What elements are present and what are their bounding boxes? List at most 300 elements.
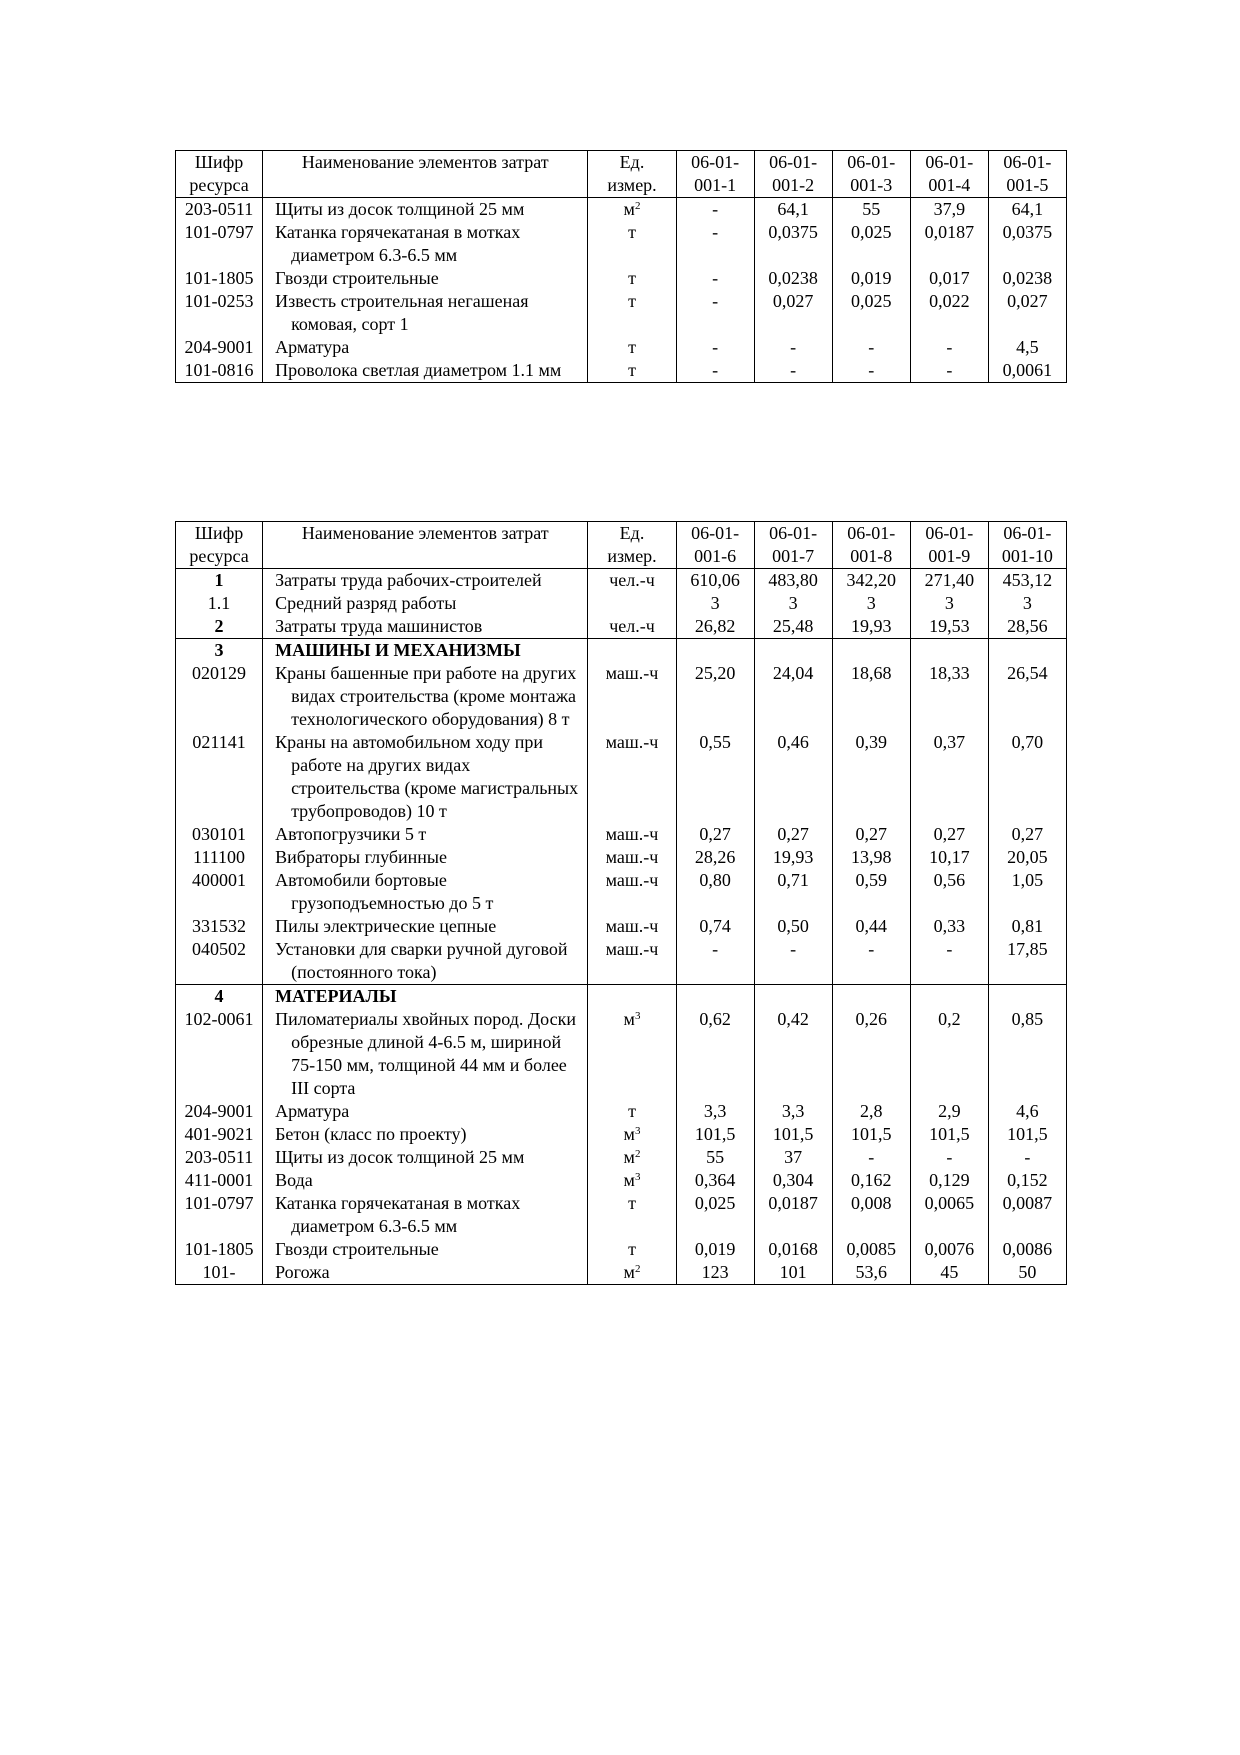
unit-text: чел.-ч — [609, 616, 655, 636]
table-row — [176, 1169, 1067, 1192]
resource-code: 4 — [176, 985, 263, 1009]
norm-value: 0,27 — [676, 823, 754, 846]
resource-code: 101-0816 — [176, 359, 263, 383]
norm-value: 0,008 — [832, 1192, 910, 1238]
cost-element-name-text: Вода — [275, 1170, 313, 1190]
cost-element-name-text: Пиломатериалы хвойных пород. Доски обрезные длиной 4-6.5 м, шириной 75-150 мм, толщиной 44 мм и более III сорта — [275, 1009, 576, 1098]
unit-text: м — [623, 199, 635, 219]
resource-code: 101-0797 — [176, 1192, 263, 1238]
norm-value: 101 — [754, 1261, 832, 1285]
norm-value: 3 — [754, 592, 832, 615]
table-row — [176, 1123, 1067, 1146]
norm-value: 10,17 — [910, 846, 988, 869]
unit-of-measure — [588, 846, 676, 869]
norm-value: 1,05 — [988, 869, 1066, 915]
norm-value: 55 — [676, 1146, 754, 1169]
norm-value: - — [832, 1146, 910, 1169]
norm-value: 0,46 — [754, 731, 832, 823]
norm-value — [832, 985, 910, 1009]
resource-code: 101-0253 — [176, 290, 263, 336]
cost-element-name — [263, 1123, 588, 1146]
norm-value: 3 — [988, 592, 1066, 615]
norm-value: 4,6 — [988, 1100, 1066, 1123]
unit-text: т — [628, 222, 636, 242]
cost-element-name — [263, 198, 588, 222]
resource-code: 021141 — [176, 731, 263, 823]
cost-element-name — [263, 336, 588, 359]
norm-value: 0,0168 — [754, 1238, 832, 1261]
cost-element-name — [263, 1238, 588, 1261]
table-row — [176, 915, 1067, 938]
table-row — [176, 1146, 1067, 1169]
cost-element-name — [263, 615, 588, 639]
header-row — [176, 522, 1067, 569]
unit-of-measure — [588, 1169, 676, 1192]
cost-element-name — [263, 1192, 588, 1238]
resource-code: 020129 — [176, 662, 263, 731]
unit-exponent: 2 — [634, 1263, 641, 1275]
table-row — [176, 1100, 1067, 1123]
norm-value — [754, 639, 832, 663]
norm-value: 0,025 — [832, 290, 910, 336]
cost-element-name — [263, 915, 588, 938]
resource-code: 111100 — [176, 846, 263, 869]
cost-element-name — [263, 569, 588, 593]
norm-value: 483,80 — [754, 569, 832, 593]
norm-value — [832, 639, 910, 663]
norm-value: 0,80 — [676, 869, 754, 915]
column-header: Шифр ресурса — [176, 522, 263, 569]
norm-value: - — [910, 938, 988, 985]
norm-value: - — [910, 336, 988, 359]
norm-value: 3,3 — [754, 1100, 832, 1123]
table-row — [176, 869, 1067, 915]
unit-text: м — [623, 1170, 635, 1190]
unit-of-measure — [588, 1238, 676, 1261]
norm-value: - — [676, 221, 754, 267]
norm-value: 18,33 — [910, 662, 988, 731]
table-row — [176, 938, 1067, 985]
resource-code: 203-0511 — [176, 1146, 263, 1169]
cost-element-name — [263, 359, 588, 383]
table-row — [176, 267, 1067, 290]
cost-element-name — [263, 221, 588, 267]
cost-element-name — [263, 731, 588, 823]
resource-code: 400001 — [176, 869, 263, 915]
norm-value: 0,56 — [910, 869, 988, 915]
cost-element-name — [263, 846, 588, 869]
norm-value: 26,82 — [676, 615, 754, 639]
unit-of-measure — [588, 1261, 676, 1285]
norm-value: 0,62 — [676, 1008, 754, 1100]
unit-text: т — [628, 268, 636, 288]
unit-text: т — [628, 337, 636, 357]
resource-code: 203-0511 — [176, 198, 263, 222]
table-row — [176, 198, 1067, 222]
norm-value: - — [910, 1146, 988, 1169]
resource-code: 331532 — [176, 915, 263, 938]
resource-code: 101-1805 — [176, 1238, 263, 1261]
resource-code: 101- — [176, 1261, 263, 1285]
norm-value: 0,27 — [910, 823, 988, 846]
unit-text: м — [623, 1124, 635, 1144]
cost-element-name — [263, 1261, 588, 1285]
table-row — [176, 1261, 1067, 1285]
unit-of-measure — [588, 938, 676, 985]
unit-of-measure — [588, 823, 676, 846]
resource-table-2 — [175, 521, 1067, 1285]
norm-value: 28,26 — [676, 846, 754, 869]
unit-text: м — [623, 1009, 635, 1029]
cost-element-name-text: Автомобили бортовые грузоподъемностью до 5 т — [275, 870, 494, 913]
norm-value: 0,0076 — [910, 1238, 988, 1261]
cost-element-name-text: Катанка горячекатаная в мотках диаметром 6.3-6.5 мм — [275, 1193, 521, 1236]
table-row — [176, 731, 1067, 823]
norm-value: 0,2 — [910, 1008, 988, 1100]
norm-value: - — [910, 359, 988, 383]
norm-value: - — [832, 359, 910, 383]
unit-of-measure — [588, 198, 676, 222]
column-header: 06-01-001-9 — [910, 522, 988, 569]
norm-value: 101,5 — [676, 1123, 754, 1146]
unit-of-measure — [588, 336, 676, 359]
column-header: 06-01-001-5 — [988, 151, 1066, 198]
table-row — [176, 1192, 1067, 1238]
norm-value: 37 — [754, 1146, 832, 1169]
norm-value: 0,0187 — [910, 221, 988, 267]
resource-code: 411-0001 — [176, 1169, 263, 1192]
table-row — [176, 662, 1067, 731]
resource-code: 101-1805 — [176, 267, 263, 290]
norm-value: 0,85 — [988, 1008, 1066, 1100]
unit-exponent: 3 — [634, 1010, 641, 1022]
cost-element-name — [263, 869, 588, 915]
table-row — [176, 221, 1067, 267]
unit-of-measure — [588, 592, 676, 615]
norm-value: 25,48 — [754, 615, 832, 639]
norm-value — [988, 639, 1066, 663]
norm-value: 45 — [910, 1261, 988, 1285]
unit-exponent: 2 — [634, 200, 641, 212]
table-row — [176, 985, 1067, 1009]
unit-text: маш.-ч — [605, 847, 659, 867]
unit-text: т — [628, 360, 636, 380]
norm-value: 0,027 — [754, 290, 832, 336]
unit-of-measure — [588, 985, 676, 1009]
unit-of-measure — [588, 569, 676, 593]
norm-value: - — [676, 290, 754, 336]
table-row — [176, 615, 1067, 639]
unit-exponent: 3 — [634, 1125, 641, 1137]
norm-value: 4,5 — [988, 336, 1066, 359]
norm-value: 28,56 — [988, 615, 1066, 639]
unit-of-measure — [588, 1100, 676, 1123]
unit-exponent: 2 — [634, 1148, 641, 1160]
norm-value: 64,1 — [988, 198, 1066, 222]
unit-text: т — [628, 1239, 636, 1259]
column-header: Наименование элементов затрат — [263, 522, 588, 569]
cost-element-name-text: Средний разряд работы — [275, 593, 457, 613]
unit-text: маш.-ч — [605, 916, 659, 936]
norm-value: 53,6 — [832, 1261, 910, 1285]
unit-of-measure — [588, 1192, 676, 1238]
norm-value: 0,0238 — [754, 267, 832, 290]
table-row — [176, 592, 1067, 615]
table-row — [176, 569, 1067, 593]
norm-value: - — [832, 938, 910, 985]
norm-value: - — [754, 938, 832, 985]
norm-value: 0,0375 — [754, 221, 832, 267]
norm-value: 3 — [832, 592, 910, 615]
unit-text: маш.-ч — [605, 732, 659, 752]
column-header: 06-01-001-2 — [754, 151, 832, 198]
norm-value: 0,71 — [754, 869, 832, 915]
norm-value: 0,37 — [910, 731, 988, 823]
norm-value: 50 — [988, 1261, 1066, 1285]
cost-element-name — [263, 662, 588, 731]
norm-value: 0,027 — [988, 290, 1066, 336]
cost-element-name-text: Проволока светлая диаметром 1.1 мм — [275, 360, 562, 380]
norm-value: 24,04 — [754, 662, 832, 731]
cost-element-name-text: Щиты из досок толщиной 25 мм — [275, 1147, 525, 1167]
norm-value: - — [676, 359, 754, 383]
unit-of-measure — [588, 359, 676, 383]
norm-value: 0,304 — [754, 1169, 832, 1192]
resource-code: 040502 — [176, 938, 263, 985]
norm-value: 0,017 — [910, 267, 988, 290]
norm-value: 0,74 — [676, 915, 754, 938]
cost-element-name-text: МАШИНЫ И МЕХАНИЗМЫ — [275, 640, 521, 660]
norm-value: - — [676, 267, 754, 290]
unit-text: т — [628, 1101, 636, 1121]
table-row — [176, 336, 1067, 359]
table-row — [176, 290, 1067, 336]
cost-element-name — [263, 985, 588, 1009]
unit-text: т — [628, 291, 636, 311]
norm-value: 0,0061 — [988, 359, 1066, 383]
norm-value — [910, 639, 988, 663]
cost-element-name-text: Краны на автомобильном ходу при работе на других видах строительства (кроме магистральных трубопроводов) 10 т — [275, 732, 579, 821]
table-row — [176, 846, 1067, 869]
norm-value: 0,81 — [988, 915, 1066, 938]
resource-code: 1.1 — [176, 592, 263, 615]
cost-element-name — [263, 1146, 588, 1169]
norm-value: 26,54 — [988, 662, 1066, 731]
norm-value: 0,0065 — [910, 1192, 988, 1238]
norm-value — [910, 985, 988, 1009]
norm-value: 0,364 — [676, 1169, 754, 1192]
cost-element-name-text: Рогожа — [275, 1262, 330, 1282]
norm-value: 64,1 — [754, 198, 832, 222]
cost-element-name — [263, 1169, 588, 1192]
norm-value: 0,27 — [754, 823, 832, 846]
unit-of-measure — [588, 639, 676, 663]
unit-text: маш.-ч — [605, 870, 659, 890]
unit-text: маш.-ч — [605, 663, 659, 683]
column-header: Шифр ресурса — [176, 151, 263, 198]
unit-of-measure — [588, 731, 676, 823]
cost-element-name-text: Пилы электрические цепные — [275, 916, 497, 936]
norm-value: - — [832, 336, 910, 359]
unit-text: чел.-ч — [609, 570, 655, 590]
norm-value: 0,129 — [910, 1169, 988, 1192]
norm-value: 101,5 — [832, 1123, 910, 1146]
unit-of-measure — [588, 267, 676, 290]
cost-element-name-text: МАТЕРИАЛЫ — [275, 986, 397, 1006]
norm-value: 123 — [676, 1261, 754, 1285]
unit-of-measure — [588, 290, 676, 336]
norm-value: 0,0187 — [754, 1192, 832, 1238]
cost-element-name-text: Затраты труда машинистов — [275, 616, 483, 636]
norm-value: 19,53 — [910, 615, 988, 639]
unit-of-measure — [588, 1123, 676, 1146]
norm-value: 0,26 — [832, 1008, 910, 1100]
cost-element-name-text: Арматура — [275, 1101, 350, 1121]
resource-code: 3 — [176, 639, 263, 663]
norm-value: 0,39 — [832, 731, 910, 823]
norm-value: - — [754, 359, 832, 383]
norm-value: - — [754, 336, 832, 359]
table-row — [176, 359, 1067, 383]
norm-value: 0,44 — [832, 915, 910, 938]
cost-element-name-text: Установки для сварки ручной дуговой (постоянного тока) — [275, 939, 568, 982]
cost-element-name — [263, 592, 588, 615]
table-row — [176, 823, 1067, 846]
resource-code: 204-9001 — [176, 1100, 263, 1123]
table-row — [176, 1238, 1067, 1261]
norm-value: 2,8 — [832, 1100, 910, 1123]
unit-of-measure — [588, 662, 676, 731]
norm-value: 0,50 — [754, 915, 832, 938]
column-header: 06-01-001-3 — [832, 151, 910, 198]
norm-value: - — [676, 336, 754, 359]
norm-value: 3,3 — [676, 1100, 754, 1123]
norm-value: 0,59 — [832, 869, 910, 915]
resource-code: 102-0061 — [176, 1008, 263, 1100]
cost-element-name-text: Гвозди строительные — [275, 268, 439, 288]
resource-table-1 — [175, 150, 1067, 383]
column-header: 06-01-001-7 — [754, 522, 832, 569]
unit-exponent: 3 — [634, 1171, 641, 1183]
norm-value: 18,68 — [832, 662, 910, 731]
cost-element-name-text: Арматура — [275, 337, 350, 357]
norm-value: - — [988, 1146, 1066, 1169]
resource-code: 204-9001 — [176, 336, 263, 359]
norm-value: 0,162 — [832, 1169, 910, 1192]
cost-element-name-text: Бетон (класс по проекту) — [275, 1124, 467, 1144]
cost-element-name — [263, 1100, 588, 1123]
norm-value: 0,0375 — [988, 221, 1066, 267]
norm-value: 0,152 — [988, 1169, 1066, 1192]
norm-value: 101,5 — [754, 1123, 832, 1146]
norm-value: 3 — [676, 592, 754, 615]
norm-value — [754, 985, 832, 1009]
norm-value: 19,93 — [832, 615, 910, 639]
unit-text: маш.-ч — [605, 939, 659, 959]
cost-element-name-text: Вибраторы глубинные — [275, 847, 447, 867]
norm-value: 0,42 — [754, 1008, 832, 1100]
norm-value: 0,0086 — [988, 1238, 1066, 1261]
norm-value: 271,40 — [910, 569, 988, 593]
cost-element-name — [263, 938, 588, 985]
norm-value: 453,12 — [988, 569, 1066, 593]
norm-value: 17,85 — [988, 938, 1066, 985]
unit-of-measure — [588, 915, 676, 938]
cost-element-name-text: Катанка горячекатаная в мотках диаметром 6.3-6.5 мм — [275, 222, 521, 265]
unit-text: т — [628, 1193, 636, 1213]
unit-of-measure — [588, 615, 676, 639]
cost-element-name-text: Гвозди строительные — [275, 1239, 439, 1259]
cost-element-name — [263, 823, 588, 846]
cost-element-name — [263, 290, 588, 336]
norm-value: 101,5 — [988, 1123, 1066, 1146]
cost-element-name — [263, 1008, 588, 1100]
norm-value: 3 — [910, 592, 988, 615]
column-header: 06-01-001-6 — [676, 522, 754, 569]
norm-value: 0,27 — [832, 823, 910, 846]
norm-value: 101,5 — [910, 1123, 988, 1146]
resource-code: 401-9021 — [176, 1123, 263, 1146]
table-row — [176, 1008, 1067, 1100]
table-row — [176, 639, 1067, 663]
column-header: 06-01-001-8 — [832, 522, 910, 569]
norm-value: - — [676, 938, 754, 985]
column-header: 06-01-001-10 — [988, 522, 1066, 569]
norm-value: 37,9 — [910, 198, 988, 222]
norm-value: 0,33 — [910, 915, 988, 938]
norm-value: 19,93 — [754, 846, 832, 869]
resource-code: 2 — [176, 615, 263, 639]
norm-value: 25,20 — [676, 662, 754, 731]
norm-value: 0,70 — [988, 731, 1066, 823]
norm-value: 0,0238 — [988, 267, 1066, 290]
column-header: Ед. измер. — [588, 522, 676, 569]
unit-of-measure — [588, 221, 676, 267]
norm-value: 13,98 — [832, 846, 910, 869]
cost-element-name-text: Щиты из досок толщиной 25 мм — [275, 199, 525, 219]
norm-value: 0,022 — [910, 290, 988, 336]
cost-element-name-text: Известь строительная негашеная комовая, сорт 1 — [275, 291, 529, 334]
unit-of-measure — [588, 1146, 676, 1169]
cost-element-name-text: Краны башенные при работе на других видах строительства (кроме монтажа технологического оборудования) 8 т — [275, 663, 577, 729]
header-row — [176, 151, 1067, 198]
unit-of-measure — [588, 1008, 676, 1100]
column-header: 06-01-001-4 — [910, 151, 988, 198]
resource-code: 101-0797 — [176, 221, 263, 267]
norm-value: 342,20 — [832, 569, 910, 593]
norm-value: 0,025 — [832, 221, 910, 267]
unit-text: м — [623, 1262, 635, 1282]
norm-value — [676, 985, 754, 1009]
cost-element-name — [263, 639, 588, 663]
norm-value: 20,05 — [988, 846, 1066, 869]
norm-value: 0,019 — [676, 1238, 754, 1261]
norm-value: 0,019 — [832, 267, 910, 290]
cost-element-name — [263, 267, 588, 290]
norm-value: 0,025 — [676, 1192, 754, 1238]
norm-value: - — [676, 198, 754, 222]
norm-value — [988, 985, 1066, 1009]
resource-code: 030101 — [176, 823, 263, 846]
norm-value: 2,9 — [910, 1100, 988, 1123]
norm-value: 55 — [832, 198, 910, 222]
norm-value: 610,06 — [676, 569, 754, 593]
norm-value: 0,0085 — [832, 1238, 910, 1261]
column-header: Ед. измер. — [588, 151, 676, 198]
column-header: Наименование элементов затрат — [263, 151, 588, 198]
cost-element-name-text: Затраты труда рабочих-строителей — [275, 570, 542, 590]
resource-code: 1 — [176, 569, 263, 593]
